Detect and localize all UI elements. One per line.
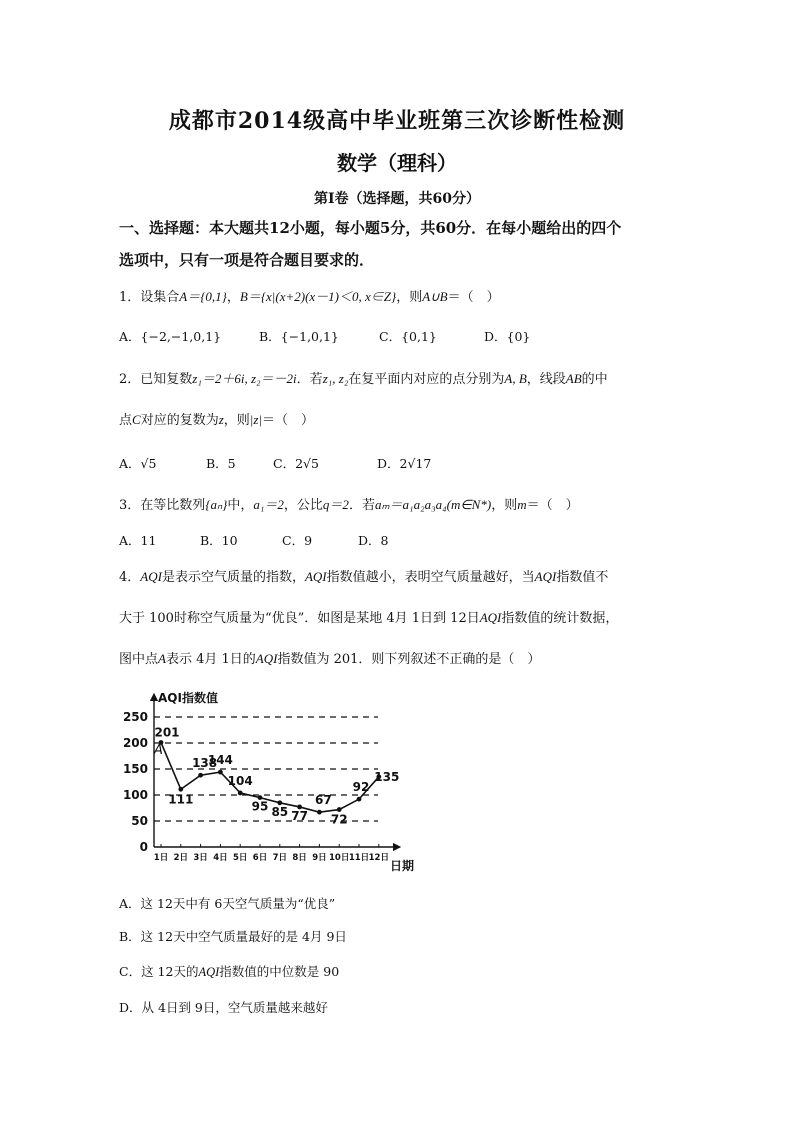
data-label: 104 xyxy=(227,773,253,788)
question-3-stem: 3．在等比数列{aₙ}中，a₁＝2，公比q＝2．若aₘ＝a₁a₂a₃a₄(m∈N*)，则m＝（ ） xyxy=(119,497,579,513)
question-3-option-d: D．8 xyxy=(358,533,389,548)
section-heading: 第Ⅰ卷（选择题，共60分） xyxy=(313,191,481,207)
question-1-option-a: A．{−2,−1,0,1} xyxy=(119,329,222,344)
data-label: 92 xyxy=(352,780,370,795)
x-tick-label: 12日 xyxy=(368,853,389,863)
question-4-option-c: C．这 12天的AQI指数值的中位数是 90 xyxy=(119,964,340,979)
question-4-option-a: A．这 12天中有 6天空气质量为“优良” xyxy=(119,896,336,911)
x-tick-label: 5日 xyxy=(232,853,248,863)
question-2-option-c: C．2√5 xyxy=(273,456,319,471)
question-3-option-a: A．11 xyxy=(119,533,157,548)
question-2-option-a: A．√5 xyxy=(119,456,157,471)
question-4-option-b: B．这 12天中空气质量最好的是 4月 9日 xyxy=(119,929,347,944)
data-label: 67 xyxy=(315,793,332,808)
instruction-line-1: 一、选择题：本大题共12小题，每小题5分，共60分．在每小题给出的四个 xyxy=(119,219,622,237)
data-point xyxy=(218,770,223,775)
question-1-option-b: B．{−1,0,1} xyxy=(259,329,339,344)
y-tick-label: 50 xyxy=(131,814,148,828)
x-tick-label: 9日 xyxy=(312,853,327,863)
aqi-line-chart xyxy=(118,688,428,873)
data-label: 95 xyxy=(251,799,269,814)
x-tick-label: 11日 xyxy=(348,853,370,863)
question-1-option-d: D．{0} xyxy=(484,329,531,344)
question-1-stem: 1．设集合A＝{0,1}，B＝{x|(x+2)(x－1)＜0, x∈Z}，则A∪B＝（ ） xyxy=(119,289,500,305)
data-point xyxy=(178,787,183,792)
question-2-line-1: 2．已知复数z₁＝2＋6i, z₂＝－2i．若z₁, z₂在复平面内对应的点分别为A, B，线段AB的中 xyxy=(119,371,608,387)
x-tick-label: 2日 xyxy=(173,853,189,863)
data-label: 201 xyxy=(154,725,180,740)
y-tick-label: 200 xyxy=(122,736,148,750)
x-axis-label: 日期 xyxy=(390,859,415,873)
question-4-line-3: 图中点A表示 4月 1日的AQI指数值为 201．则下列叙述不正确的是（ ） xyxy=(119,651,541,667)
y-tick-label: 0 xyxy=(139,840,148,854)
data-point xyxy=(357,797,362,802)
data-point xyxy=(317,810,322,815)
x-tick-label: 7日 xyxy=(272,853,288,863)
question-2-option-d: D．2√17 xyxy=(377,456,432,471)
instruction-line-2: 选项中，只有一项是符合题目要求的． xyxy=(119,251,375,269)
y-tick-label: 250 xyxy=(122,710,148,724)
data-point xyxy=(198,773,203,778)
x-tick-label: 4日 xyxy=(213,853,228,863)
data-label: 85 xyxy=(271,804,289,819)
aqi-series-line xyxy=(161,742,379,812)
y-tick-label: 150 xyxy=(122,762,148,776)
question-4-line-1: 4．AQI是表示空气质量的指数，AQI指数值越小，表明空气质量越好，当AQI指数值不 xyxy=(119,569,609,585)
page-title: 成都市2014级高中毕业班第三次诊断性检测 xyxy=(168,108,626,134)
x-tick-label: 3日 xyxy=(193,853,208,863)
question-2-option-b: B．5 xyxy=(206,456,236,471)
y-axis-label: AQI指数值 xyxy=(158,691,218,705)
question-4-line-2: 大于 100时称空气质量为“优良”．如图是某地 4月 1日到 12日AQI指数值的统计数据， xyxy=(119,610,619,626)
data-label: 77 xyxy=(291,808,308,823)
x-tick-label: 6日 xyxy=(252,853,268,863)
question-3-option-b: B．10 xyxy=(200,533,238,548)
question-4-option-d: D．从 4日到 9日，空气质量越来越好 xyxy=(119,1000,328,1015)
data-point xyxy=(238,791,243,796)
data-point xyxy=(337,807,342,812)
data-label: 144 xyxy=(207,753,233,768)
data-label: 138 xyxy=(192,756,218,771)
data-label: 111 xyxy=(168,792,194,807)
page-subtitle: 数学（理科） xyxy=(337,151,457,175)
data-label: 135 xyxy=(374,769,400,784)
question-3-option-c: C．9 xyxy=(282,533,313,548)
data-label: 72 xyxy=(330,812,348,827)
question-2-line-2: 点C对应的复数为z，则|z|＝（ ） xyxy=(119,412,315,428)
x-tick-label: 1日 xyxy=(153,853,169,863)
point-a-label: A xyxy=(154,743,163,758)
question-1-option-c: C．{0,1} xyxy=(379,329,437,344)
y-tick-label: 100 xyxy=(122,788,148,802)
x-tick-label: 10日 xyxy=(329,853,350,863)
x-tick-label: 8日 xyxy=(292,853,307,863)
